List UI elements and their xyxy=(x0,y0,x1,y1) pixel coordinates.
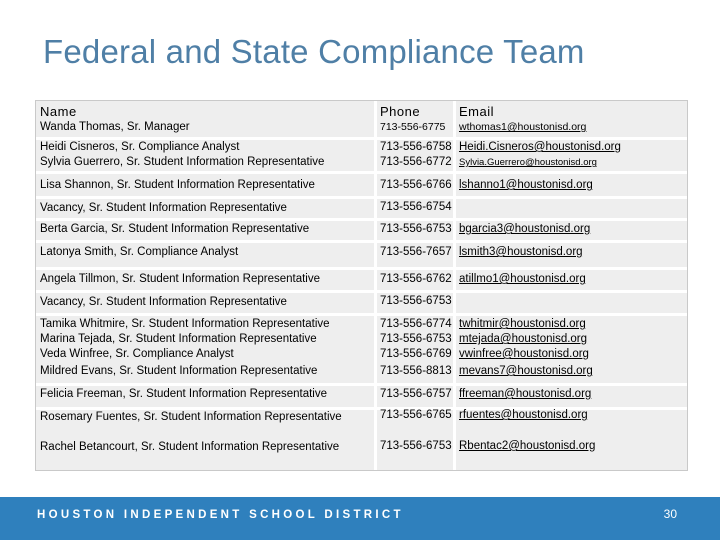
staff-email[interactable]: Sylvia.Guerrero@houstonisd.org xyxy=(459,157,597,168)
row-divider xyxy=(36,196,687,199)
staff-name: Rosemary Fuentes, Sr. Student Information Representative xyxy=(40,411,342,423)
staff-phone: 713-556-6753 xyxy=(380,440,452,452)
staff-email[interactable]: mtejada@houstonisd.org xyxy=(459,333,588,345)
staff-email[interactable]: mevans7@houstonisd.org xyxy=(459,365,593,377)
staff-phone: 713-556-6769 xyxy=(380,348,452,360)
district-name: HOUSTON INDEPENDENT SCHOOL DISTRICT xyxy=(37,509,404,521)
staff-name: Heidi Cisneros, Sr. Compliance Analyst xyxy=(40,141,240,153)
staff-phone: 713-556-6753 xyxy=(380,223,452,235)
staff-email[interactable]: Heidi.Cisneros@houstonisd.org xyxy=(459,141,621,153)
staff-phone: 713-556-6754 xyxy=(380,201,452,213)
page-title: Federal and State Compliance Team xyxy=(43,33,585,70)
staff-name: Mildred Evans, Sr. Student Information Representative xyxy=(40,365,318,377)
staff-name: Berta Garcia, Sr. Student Information Representative xyxy=(40,223,310,235)
staff-email[interactable]: lsmith3@houstonisd.org xyxy=(459,246,583,258)
staff-name: Rachel Betancourt, Sr. Student Information Representative xyxy=(40,441,340,453)
staff-name: Veda Winfree, Sr. Compliance Analyst xyxy=(40,348,234,360)
staff-phone: 713-556-6762 xyxy=(380,273,452,285)
staff-name: Latonya Smith, Sr. Compliance Analyst xyxy=(40,246,239,258)
staff-phone: 713-556-8813 xyxy=(380,365,452,377)
staff-name: Marina Tejada, Sr. Student Information Representative xyxy=(40,333,317,345)
staff-phone: 713-556-6775 xyxy=(380,121,446,133)
staff-name: Vacancy, Sr. Student Information Representative xyxy=(40,296,287,308)
staff-phone: 713-556-6757 xyxy=(380,388,452,400)
row-divider xyxy=(36,240,687,243)
staff-name: Vacancy, Sr. Student Information Representative xyxy=(40,202,287,214)
staff-phone: 713-556-6753 xyxy=(380,333,452,345)
staff-email[interactable]: rfuentes@houstonisd.org xyxy=(459,409,588,421)
footer-bar xyxy=(0,497,720,540)
row-divider xyxy=(36,290,687,293)
staff-email[interactable]: ffreeman@houstonisd.org xyxy=(459,388,592,400)
row-divider xyxy=(36,383,687,386)
staff-email[interactable]: vwinfree@houstonisd.org xyxy=(459,348,589,360)
staff-email[interactable]: wthomas1@houstonisd.org xyxy=(459,121,587,133)
staff-name: Felicia Freeman, Sr. Student Information Representative xyxy=(40,388,328,400)
staff-name: Sylvia Guerrero, Sr. Student Information Representative xyxy=(40,156,325,168)
staff-phone: 713-556-6766 xyxy=(380,179,452,191)
staff-email[interactable]: lshanno1@houstonisd.org xyxy=(459,179,593,191)
staff-phone: 713-556-6765 xyxy=(380,409,452,421)
staff-email[interactable]: bgarcia3@houstonisd.org xyxy=(459,223,591,235)
row-divider xyxy=(36,218,687,221)
header-name: Name xyxy=(40,104,77,119)
staff-phone: 713-556-7657 xyxy=(380,246,452,258)
staff-name: Tamika Whitmire, Sr. Student Information Representative xyxy=(40,318,330,330)
header-email: Email xyxy=(459,104,495,119)
row-divider xyxy=(36,171,687,174)
column-divider xyxy=(374,101,377,470)
staff-name: Lisa Shannon, Sr. Student Information Representative xyxy=(40,179,315,191)
staff-email[interactable]: atillmo1@houstonisd.org xyxy=(459,273,586,285)
team-table xyxy=(35,100,688,471)
staff-phone: 713-556-6753 xyxy=(380,295,452,307)
staff-email[interactable]: twhitmir@houstonisd.org xyxy=(459,318,586,330)
staff-phone: 713-556-6758 xyxy=(380,141,452,153)
row-divider xyxy=(36,267,687,270)
staff-phone: 713-556-6772 xyxy=(380,156,452,168)
row-divider xyxy=(36,313,687,316)
header-phone: Phone xyxy=(380,104,421,119)
page-number: 30 xyxy=(663,507,677,521)
staff-name: Angela Tillmon, Sr. Student Information Representative xyxy=(40,273,320,285)
staff-name: Wanda Thomas, Sr. Manager xyxy=(40,121,190,133)
staff-phone: 713-556-6774 xyxy=(380,318,452,330)
staff-email[interactable]: Rbentac2@houstonisd.org xyxy=(459,440,596,452)
column-divider xyxy=(453,101,456,470)
